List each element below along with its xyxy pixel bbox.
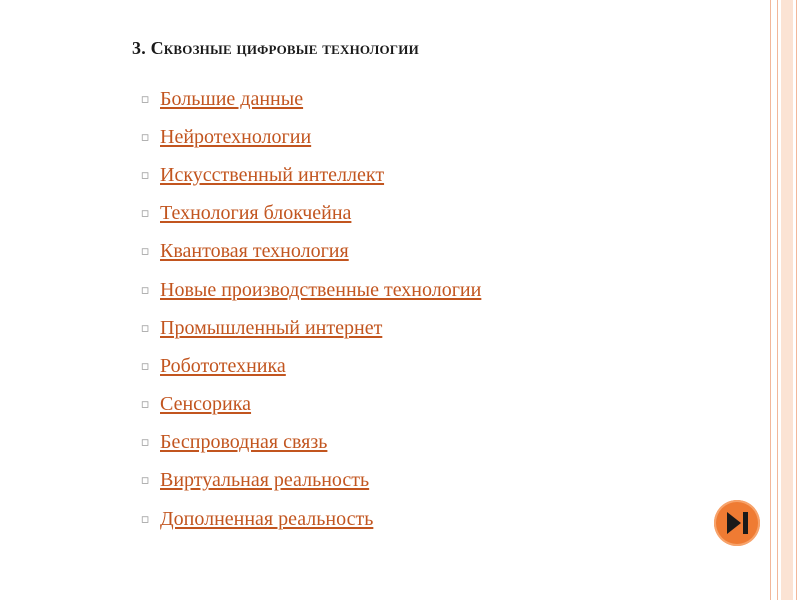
list-item [138,500,481,538]
item-link[interactable]: Виртуальная реальность [160,469,370,492]
item-link[interactable]: Сенсорика [160,393,252,416]
bullet-icon: ▫ [140,358,150,374]
bullet-icon: ▫ [140,435,150,451]
bullet-icon: ▫ [140,282,150,298]
item-link[interactable]: Робототехника [160,354,286,377]
list-item [138,156,481,194]
list-item [138,424,481,462]
bullet-icon: ▫ [140,320,150,336]
list-item [138,386,481,424]
list-item [138,195,481,233]
bullet-icon: ▫ [140,91,150,107]
item-link[interactable]: Дополненная реальность [160,507,374,530]
edge-line [770,0,771,600]
item-link[interactable]: Беспроводная связь [160,431,328,454]
edge-band [781,0,793,600]
item-link[interactable]: Нейротехнологии [160,125,312,148]
bullet-icon: ▫ [140,397,150,413]
technology-list [138,80,481,538]
edge-line [796,0,797,600]
bullet-icon: ▫ [140,206,150,222]
list-item [138,80,481,118]
bullet-icon: ▫ [140,167,150,183]
next-slide-icon [714,500,760,546]
next-slide-button[interactable] [714,500,760,546]
list-item [138,309,481,347]
list-item [138,347,481,385]
item-link[interactable]: Новые производственные технологии [160,278,482,301]
list-item [138,271,481,309]
bullet-icon: ▫ [140,473,150,489]
list-item [138,118,481,156]
item-link[interactable]: Искусственный интеллект [160,163,385,186]
bullet-icon: ▫ [140,244,150,260]
slide-title: 3. Сквозные цифровые технологии [132,38,419,58]
item-link[interactable]: Большие данные [160,87,304,110]
edge-line [777,0,778,600]
bullet-icon: ▫ [140,129,150,145]
item-link[interactable]: Квантовая технология [160,240,349,263]
item-link[interactable]: Технология блокчейна [160,202,352,225]
list-item [138,462,481,500]
item-link[interactable]: Промышленный интернет [160,316,383,339]
bullet-icon: ▫ [140,511,150,527]
list-item [138,233,481,271]
